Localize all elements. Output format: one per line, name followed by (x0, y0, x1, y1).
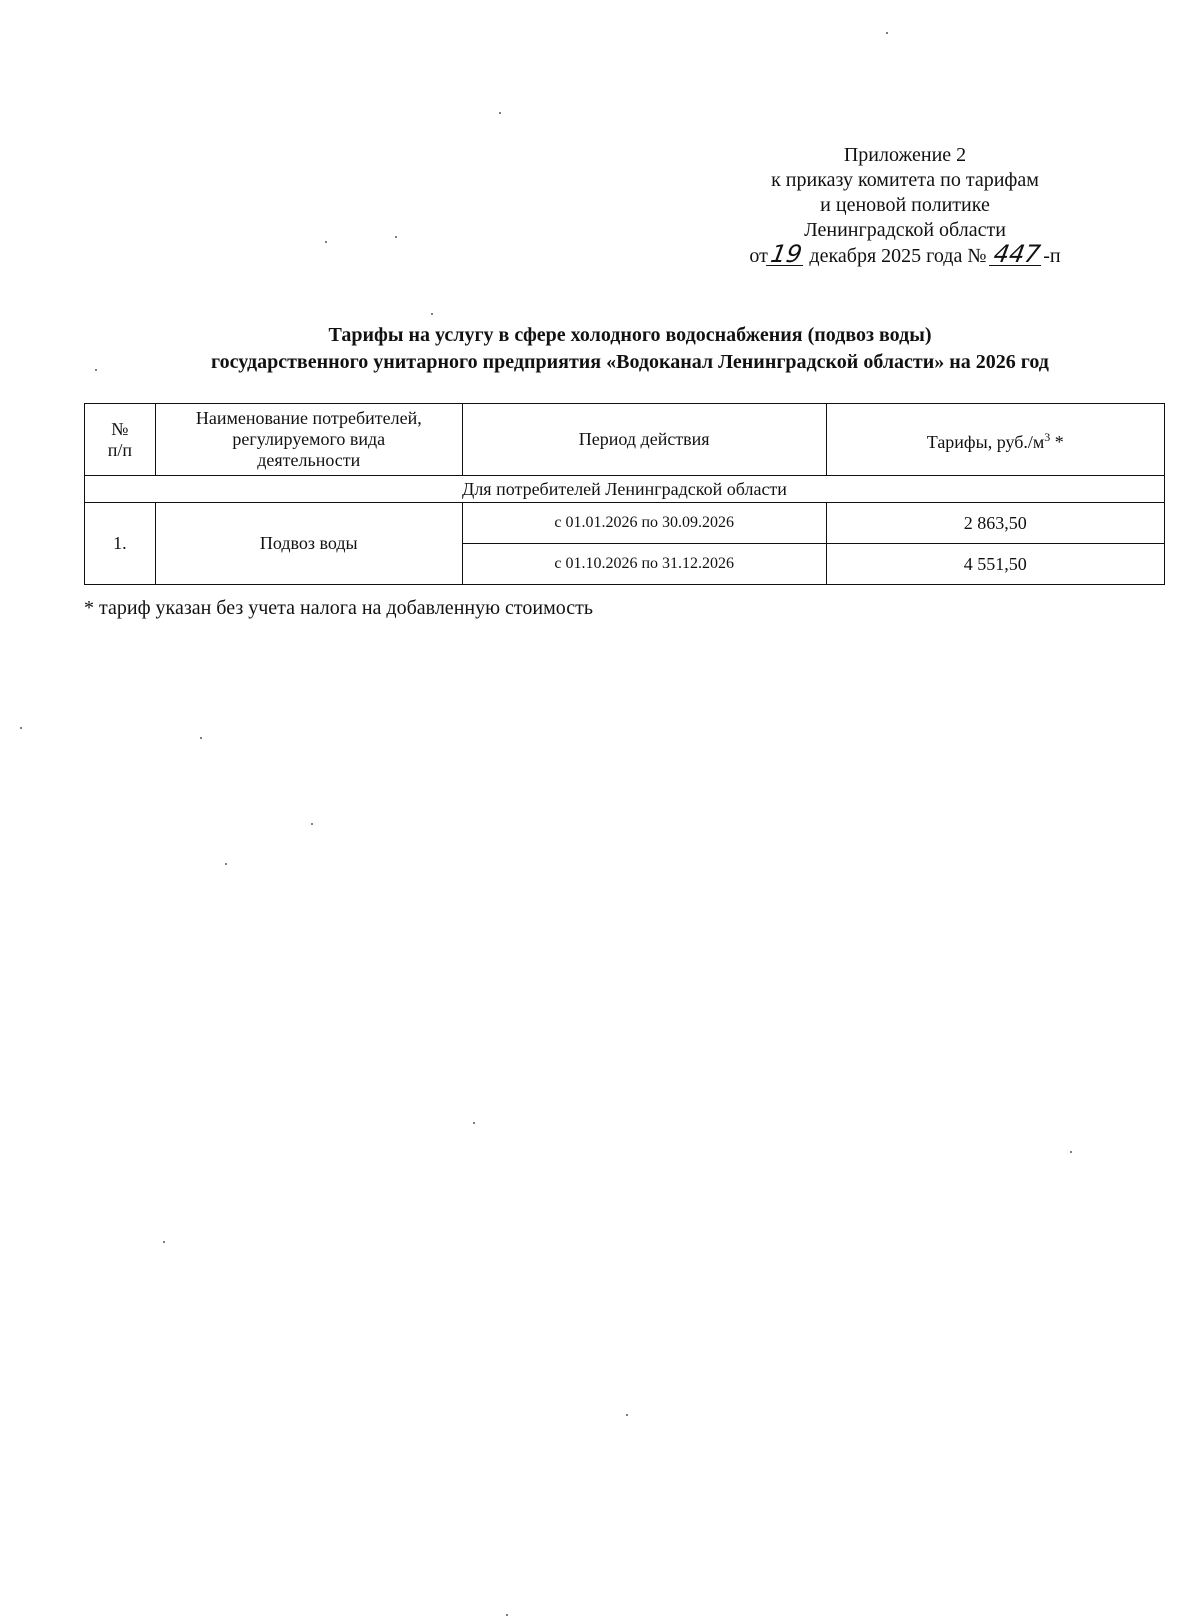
scan-speck (325, 241, 327, 243)
date-middle: декабря 2025 года № (809, 245, 987, 267)
header-name-line: регулируемого вида (232, 429, 386, 449)
scan-speck (473, 1122, 475, 1124)
scan-speck (20, 727, 22, 729)
appendix-date-line (705, 240, 1105, 269)
title-line: государственного унитарного предприятия «Водоканал Ленинградской области» на 2026 год (211, 351, 1049, 373)
header-number-symbol: № (111, 418, 129, 439)
row-number: 1. (85, 503, 156, 585)
row-period: с 01.10.2026 по 31.12.2026 (462, 544, 826, 585)
scan-speck (163, 1241, 165, 1243)
document-title (0, 322, 1200, 376)
handwritten-day: 19 (766, 243, 807, 266)
table-row (85, 503, 1165, 544)
footnote: * тариф указан без учета налога на добавленную стоимость (84, 597, 593, 619)
header-name-line: Наименование потребителей, (195, 408, 422, 428)
section-label: Для потребителей Ленинградской области (85, 476, 1165, 503)
row-tariff: 2 863,50 (826, 503, 1164, 544)
header-name-line: деятельности (257, 450, 361, 470)
table-section-row (85, 476, 1165, 503)
scan-speck (431, 313, 433, 315)
table-header-row (85, 404, 1165, 476)
header-consumer-name (155, 404, 462, 476)
scan-speck (626, 1414, 628, 1416)
header-tariff-asterisk: * (1050, 431, 1064, 452)
scan-speck (499, 112, 501, 114)
date-prefix: от (749, 245, 768, 267)
header-tariff-superscript: 3 (1044, 429, 1051, 444)
scan-speck (506, 1614, 508, 1616)
appendix-line: Приложение 2 (843, 144, 967, 166)
handwritten-order-number: 447 (989, 243, 1045, 266)
scan-speck (311, 823, 313, 825)
row-period: с 01.01.2026 по 30.09.2026 (462, 503, 826, 544)
title-line: Тарифы на услугу в сфере холодного водоснабжения (подвоз воды) (328, 324, 932, 346)
appendix-line: к приказу комитета по тарифам (771, 169, 1039, 191)
row-service-name: Подвоз воды (155, 503, 462, 585)
scan-speck (395, 236, 397, 238)
row-tariff: 4 551,50 (826, 544, 1164, 585)
header-number-abbr: п/п (107, 439, 132, 460)
header-period: Период действия (462, 404, 826, 476)
header-tariff-label: Тарифы, руб./м (926, 431, 1045, 452)
scan-speck (1070, 1151, 1072, 1153)
appendix-line: Ленинградской области (804, 219, 1006, 241)
scan-speck (225, 863, 227, 865)
header-number (85, 404, 156, 476)
tariff-table (84, 403, 1165, 585)
appendix-line: и ценовой политике (820, 194, 990, 216)
appendix-header (705, 143, 1105, 269)
header-tariff (826, 404, 1164, 476)
scan-speck (200, 737, 202, 739)
order-suffix: -п (1043, 245, 1061, 267)
scan-speck (886, 32, 888, 34)
